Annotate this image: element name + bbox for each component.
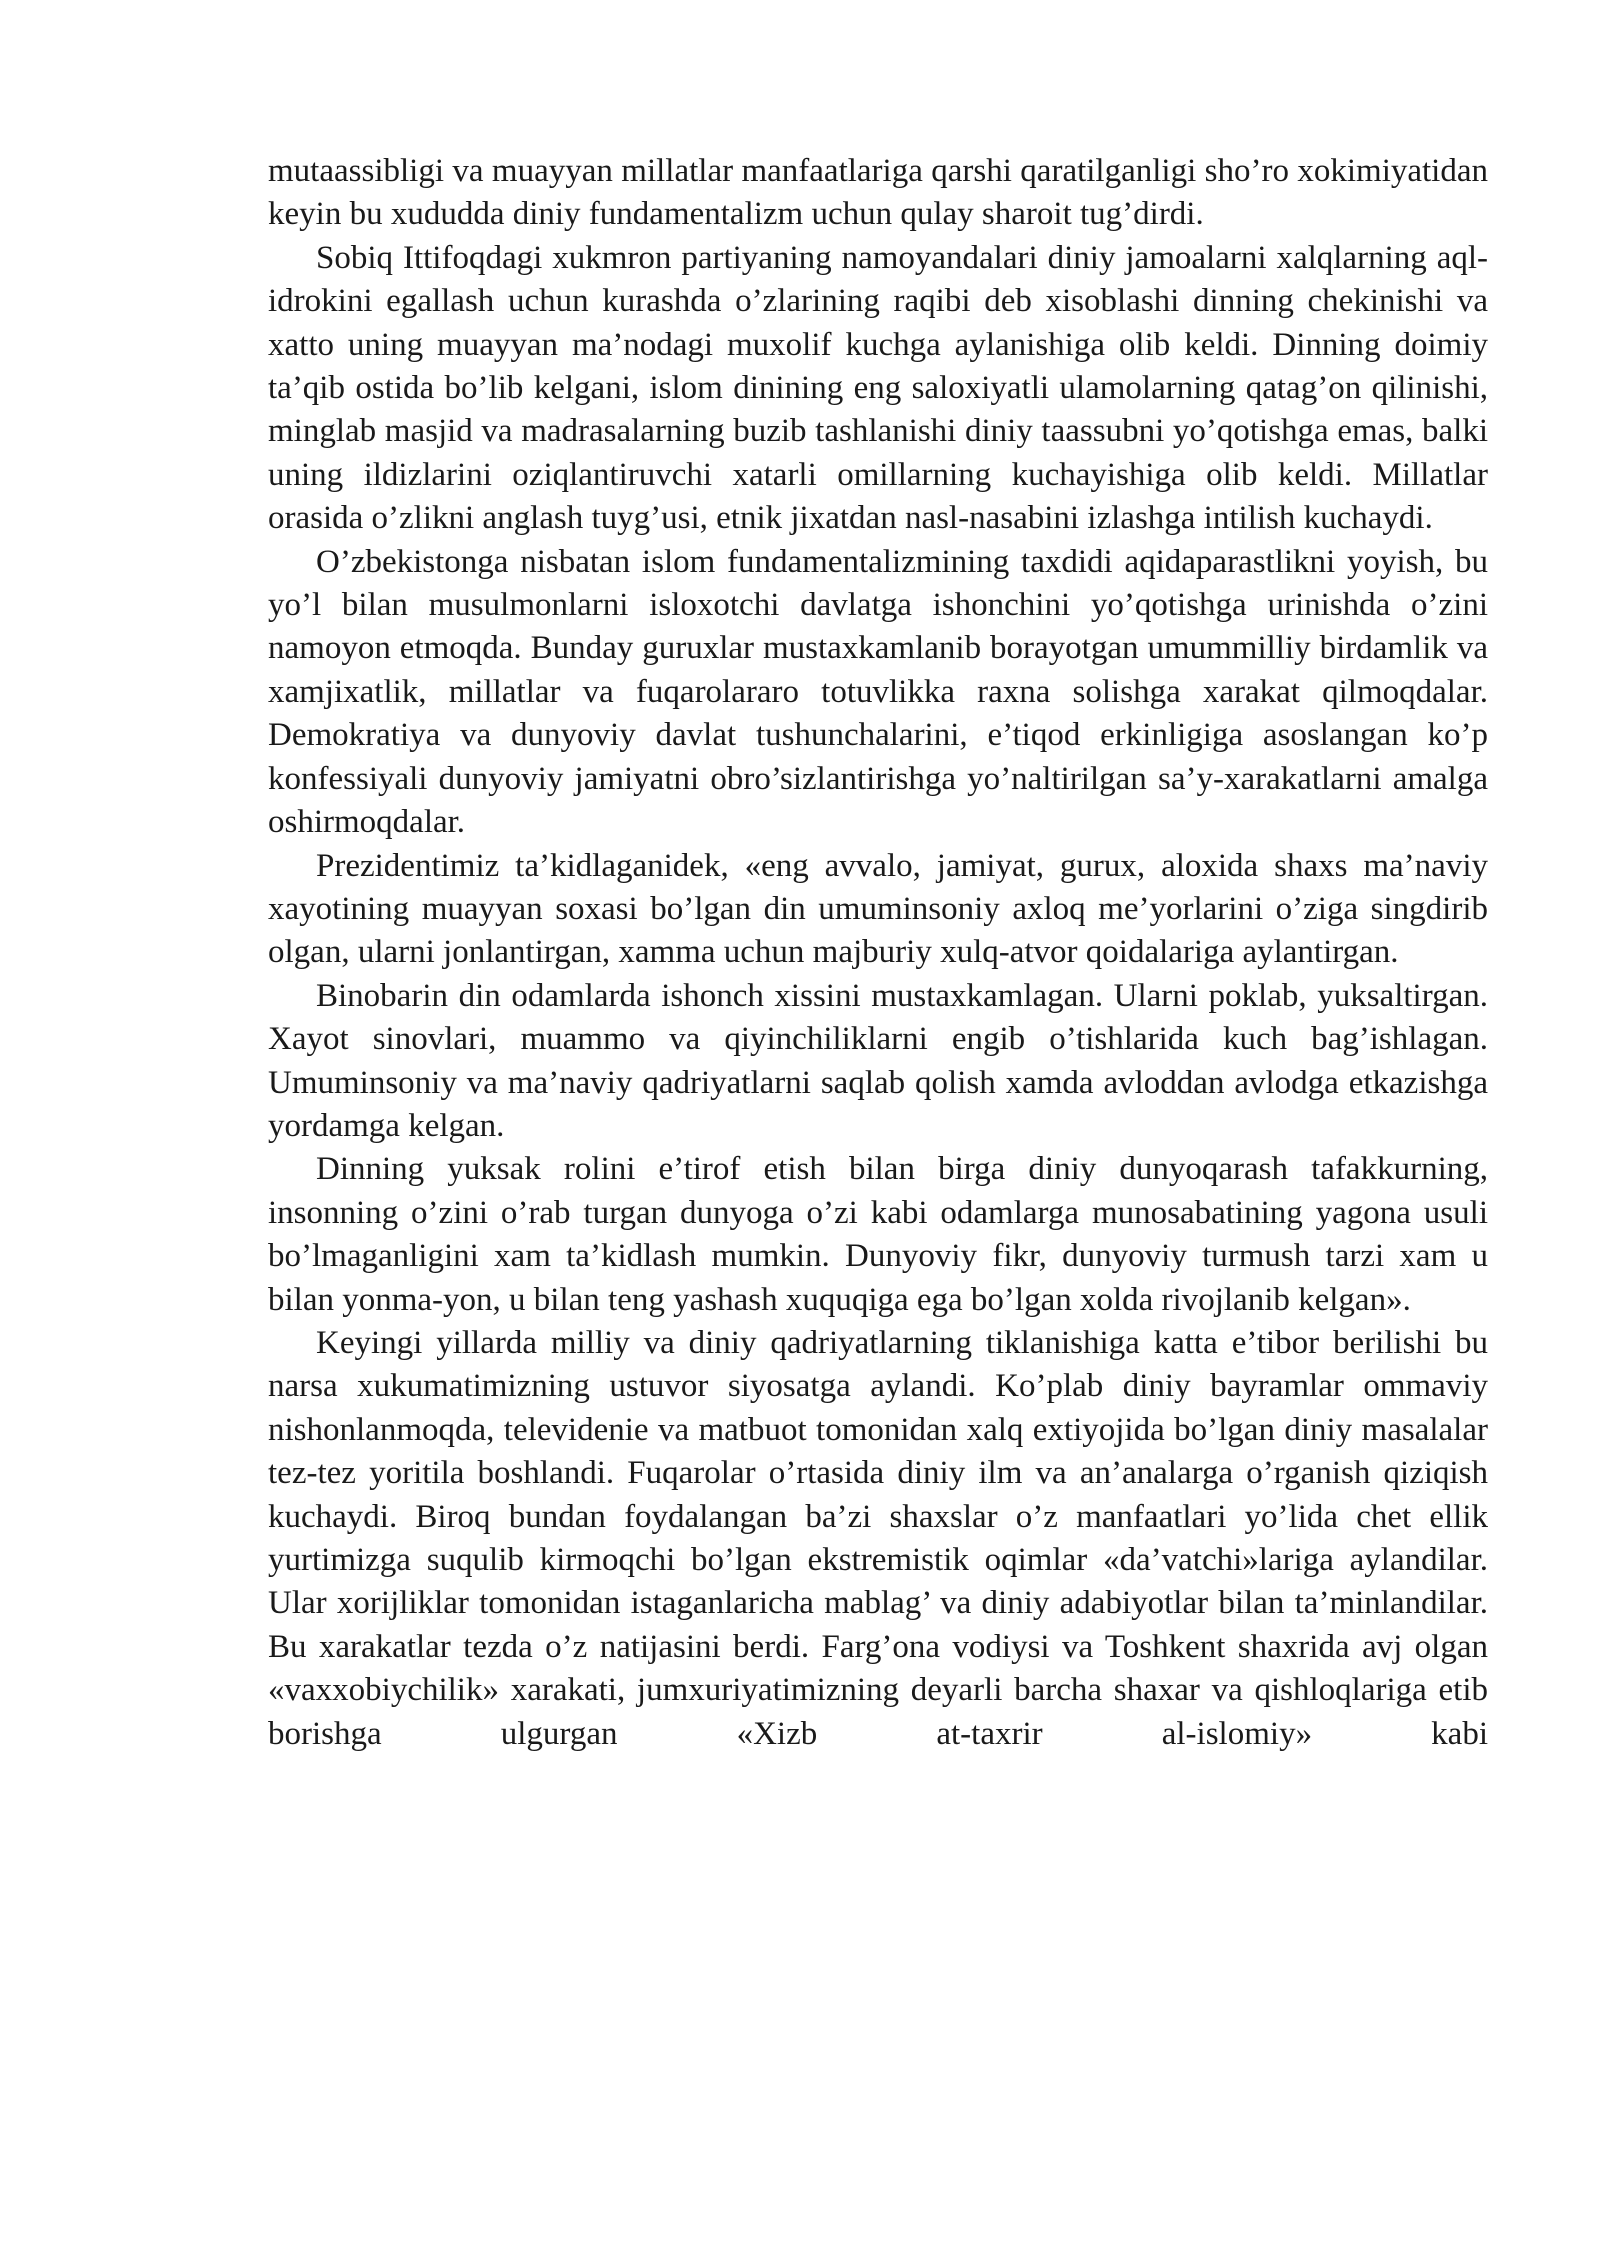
paragraph-6: Dinning yuksak rolini e’tirof etish bilan birga diniy dunyoqarash tafakkurning, insonning o’zini o’rab turgan dunyoga o’zi kabi odamlarga munosabatining yagona usuli bo’lmaganligini xam ta’kidlash mumkin. Dunyoviy fikr, dunyoviy turmush tarzi xam u bilan yonma-yon, u bilan teng yashash xuquqiga ega bo’lgan xolda rivojlanib kelgan». [268, 1151, 1488, 1318]
paragraph-4: Prezidentimiz ta’kidlaganidek, «eng avvalo, jamiyat, gurux, aloxida shaxs ma’naviy xayotining muayyan soxasi bo’lgan din umuminsoniy axloq me’yorlarini o’ziga singdirib olgan, ularni jonlantirgan, xamma uchun majburiy xulq-atvor qoidalariga aylantirgan. [268, 847, 1488, 971]
paragraph-1: mutaassibligi va muayyan millatlar manfaatlariga qarshi qaratilganligi sho’ro xokimiyatidan keyin bu xududda diniy fundamentalizm uchun qulay sharoit tug’dirdi. [268, 153, 1488, 233]
document-page [268, 150, 1488, 1756]
paragraph-2: Sobiq Ittifoqdagi xukmron partiyaning namoyandalari diniy jamoalarni xalqlarning aql-idrokini egallash uchun kurashda o’zlarining raqibi deb xisoblashi dinning chekinishi va xatto uning muayyan ma’nodagi muxolif kuchga aylanishiga olib keldi. Dinning doimiy ta’qib ostida bo’lib kelgani, islom dinining eng saloxiyatli ulamolarning qatag’on qilinishi, minglab masjid va madrasalarning buzib tashlanishi diniy taassubni yo’qotishga emas, balki uning ildizlarini oziqlantiruvchi xatarli omillarning kuchayishiga olib keldi. Millatlar orasida o’zlikni anglash tuyg’usi, etnik jixatdan nasl-nasabini izlashga intilish kuchaydi. [268, 239, 1488, 537]
paragraph-7: Keyingi yillarda milliy va diniy qadriyatlarning tiklanishiga katta e’tibor berilishi bu narsa xukumatimizning ustuvor siyosatga aylandi. Ko’plab diniy bayramlar ommaviy nishonlanmoqda, televidenie va matbuot tomonidan xalq extiyojida bo’lgan diniy masalalar tez-tez yoritila boshlandi. Fuqarolar o’rtasida diniy ilm va an’analarga o’rganish qiziqish kuchaydi. Biroq bundan foydalangan ba’zi shaxslar o’z manfaatlari yo’lida chet ellik yurtimizga suqulib kirmoqchi bo’lgan ekstremistik oqimlar «da’vatchi»lariga aylandilar. Ular xorijliklar tomonidan istaganlaricha mablag’ va diniy adabiyotlar bilan ta’minlandilar. Bu xarakatlar tezda o’z natijasini berdi. Farg’ona vodiysi va Toshkent shaxrida avj olgan «vaxxobiychilik» xarakati, jumxuriyatimizning deyarli barcha shaxar va qishloqlariga etib borishga ulgurgan «Xizb at-taxrir al-islomiy» kabi [268, 1324, 1488, 1752]
paragraph-3: O’zbekistonga nisbatan islom fundamentalizmining taxdidi aqidaparastlikni yoyish, bu yo’l bilan musulmonlarni isloxotchi davlatga ishonchini yo’qotishga urinishda o’zini namoyon etmoqda. Bunday guruxlar mustaxkamlanib borayotgan umummilliy birdamlik va xamjixatlik, millatlar va fuqarolararo totuvlikka raxna solishga xarakat qilmoqdalar. Demokratiya va dunyoviy davlat tushunchalarini, e’tiqod erkinligiga asoslangan ko’p konfessiyali dunyoviy jamiyatni obro’sizlantirishga yo’naltirilgan sa’y-xarakatlarni amalga oshirmoqdalar. [268, 543, 1488, 841]
paragraph-5: Binobarin din odamlarda ishonch xissini mustaxkamlagan. Ularni poklab, yuksaltirgan. Xayot sinovlari, muammo va qiyinchiliklarni engib o’tishlarida kuch bag’ishlagan. Umuminsoniy va ma’naviy qadriyatlarni saqlab qolish xamda avloddan avlodga etkazishga yordamga kelgan. [268, 977, 1488, 1144]
